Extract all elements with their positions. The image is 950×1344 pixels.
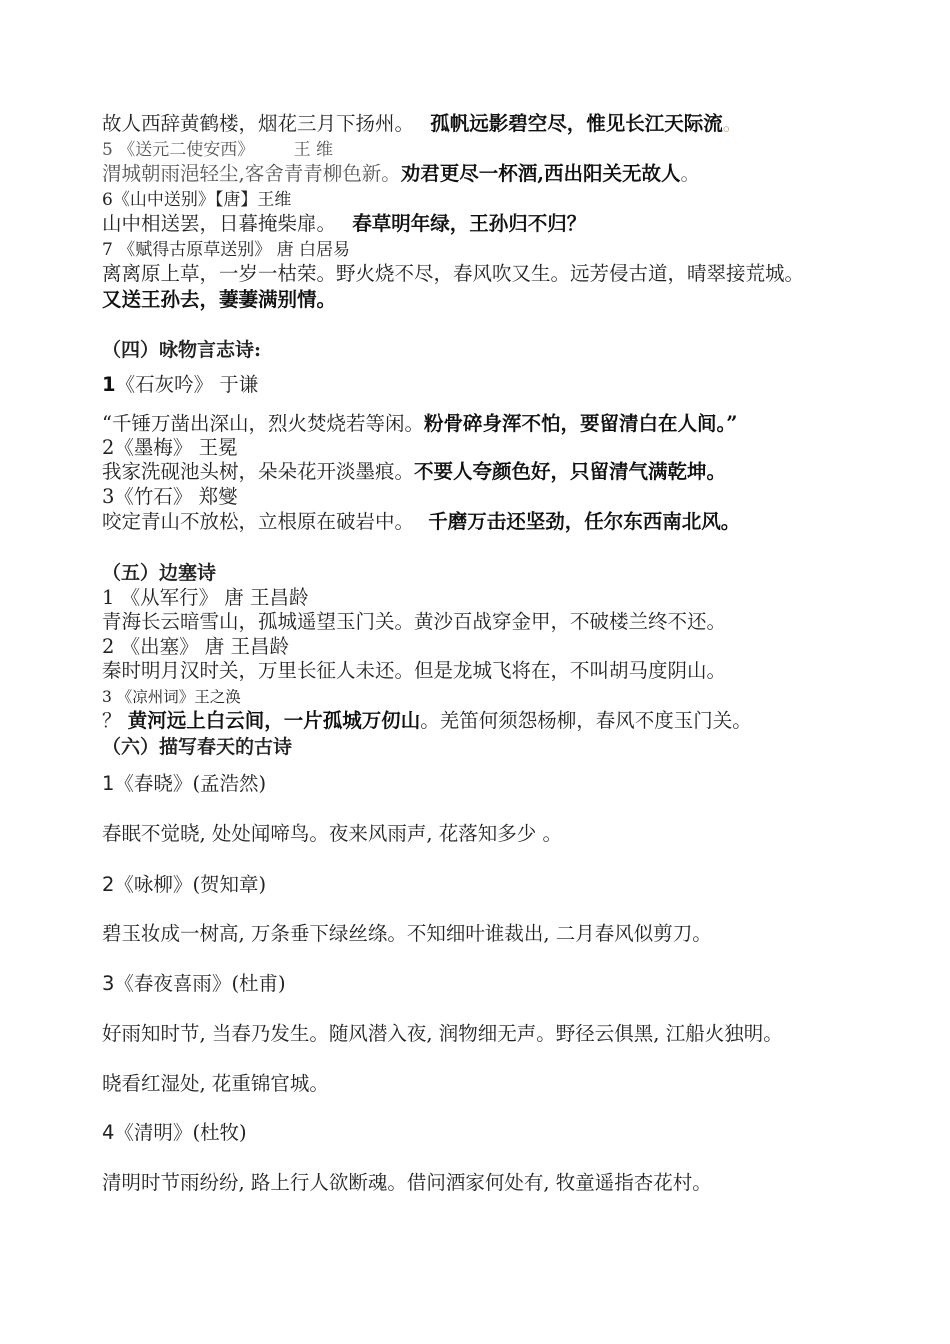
poem-number: 1 bbox=[102, 772, 115, 795]
poem-text-bold: 粉骨碎身浑不怕，要留清白在人间。” bbox=[423, 412, 738, 435]
poem4-line bbox=[102, 112, 742, 136]
s6-poem3-line1: 好雨知时节, 当春乃发生。随风潜入夜, 润物细无声。野径云俱黑, 江船火独明。 bbox=[102, 1022, 783, 1045]
s6-poem4-title bbox=[102, 1121, 247, 1145]
poem-title: 《清明》 bbox=[114, 1121, 193, 1144]
poem-author: (孟浩然) bbox=[192, 772, 267, 795]
poem-title: 《春晓》 bbox=[114, 772, 193, 795]
section5-heading: （五）边塞诗 bbox=[102, 562, 217, 584]
poem-title: 《咏柳》 bbox=[114, 873, 193, 896]
poem-number: 2 bbox=[102, 873, 115, 896]
poem-number: 3 bbox=[102, 972, 115, 995]
poem-text: 我家洗砚池头树，朵朵花开淡墨痕。 bbox=[102, 460, 415, 483]
poem6-line bbox=[102, 212, 586, 236]
punctuation: 。 bbox=[722, 112, 743, 135]
s5-poem3-line bbox=[102, 709, 752, 733]
poem-text-bold: 不要人夸颜色好，只留清气满乾坤。 bbox=[414, 460, 727, 483]
s4-poem3-line bbox=[102, 510, 740, 534]
s6-poem4-line: 清明时节雨纷纷, 路上行人欲断魂。借问酒家何处有, 牧童遥指杏花村。 bbox=[102, 1171, 712, 1194]
s6-poem2-line: 碧玉妆成一树高, 万条垂下绿丝绦。不知细叶谁裁出, 二月春风似剪刀。 bbox=[102, 922, 712, 945]
poem-author: (杜甫) bbox=[231, 972, 286, 995]
question-mark: ？ bbox=[102, 709, 122, 732]
section4-heading: （四）咏物言志诗: bbox=[102, 339, 262, 361]
poem-title: 《石灰吟》 于谦 bbox=[115, 373, 259, 396]
poem-text: 咬定青山不放松，立根原在破岩中。 bbox=[102, 510, 415, 533]
s4-poem2-line bbox=[102, 460, 726, 484]
poem-author: (杜牧) bbox=[192, 1121, 247, 1144]
s4-poem1-title bbox=[102, 373, 258, 397]
s5-poem1-title: 1 《从军行》 唐 王昌龄 bbox=[102, 586, 309, 609]
poem-text: 故人西辞黄鹤楼，烟花三月下扬州。 bbox=[102, 112, 415, 135]
s6-poem2-title bbox=[102, 873, 266, 897]
poem7-title: 7 《赋得古原草送别》 唐 白居易 bbox=[102, 240, 351, 260]
poem-text-bold: 孤帆远影碧空尽，惟见长江天际流 bbox=[430, 112, 723, 135]
s6-poem3-line2: 晓看红湿处, 花重锦官城。 bbox=[102, 1072, 329, 1095]
s6-poem1-title bbox=[102, 772, 266, 796]
poem-author: 王 维 bbox=[293, 140, 334, 160]
poem7-line1: 离离原上草，一岁一枯荣。野火烧不尽，春风吹又生。远芳侵古道，晴翠接荒城。 bbox=[102, 262, 805, 285]
poem-text-bold: 劝君更尽一杯酒,西出阳关无故人 bbox=[400, 162, 681, 185]
poem-text-bold: 黄河远上白云间，一片孤城万仞山 bbox=[127, 709, 421, 732]
poem-title: 《春夜喜雨》 bbox=[114, 972, 232, 995]
s4-poem3-title: 3《竹石》 郑燮 bbox=[102, 485, 238, 508]
poem-title: 5 《送元二使安西》 bbox=[102, 140, 255, 160]
poem-text-bold: 春草明年绿，王孙归不归？ bbox=[352, 212, 587, 235]
s6-poem3-title bbox=[102, 972, 286, 996]
poem6-title: 6《山中送别》【唐】王维 bbox=[102, 190, 292, 210]
poem-text: “千锤万凿出深山，烈火焚烧若等闲。 bbox=[102, 412, 424, 435]
s4-poem2-title: 2《墨梅》 王冕 bbox=[102, 436, 238, 459]
poem-text: 渭城朝雨浥轻尘,客舍青青柳色新。 bbox=[102, 162, 401, 185]
poem5-title bbox=[102, 138, 333, 162]
poem-text-bold: 千磨万击还坚劲，任尔东西南北风。 bbox=[428, 510, 741, 533]
s4-poem1-line bbox=[102, 412, 737, 436]
s5-poem3-title: 3 《凉州词》王之涣 bbox=[102, 688, 241, 706]
poem5-line bbox=[102, 162, 700, 186]
poem-number: 1 bbox=[102, 373, 116, 396]
s5-poem1-line: 青海长云暗雪山，孤城遥望玉门关。黄沙百战穿金甲，不破楼兰终不还。 bbox=[102, 610, 727, 633]
poem7-line2: 又送王孙去，萋萋满别情。 bbox=[102, 288, 337, 311]
poem-number: 4 bbox=[102, 1121, 115, 1144]
poem-text: 。羌笛何须怨杨柳，春风不度玉门关。 bbox=[420, 709, 752, 732]
punctuation: 。 bbox=[680, 162, 701, 185]
s5-poem2-title: 2 《出塞》 唐 王昌龄 bbox=[102, 635, 290, 658]
section6-heading: （六）描写春天的古诗 bbox=[102, 736, 293, 758]
s6-poem1-line: 春眠不觉晓, 处处闻啼鸟。夜来风雨声, 花落知多少 。 bbox=[102, 822, 562, 845]
s5-poem2-line: 秦时明月汉时关，万里长征人未还。但是龙城飞将在，不叫胡马度阴山。 bbox=[102, 659, 727, 682]
poem-text: 山中相送罢，日暮掩柴扉。 bbox=[102, 212, 337, 235]
poem-author: (贺知章) bbox=[192, 873, 267, 896]
